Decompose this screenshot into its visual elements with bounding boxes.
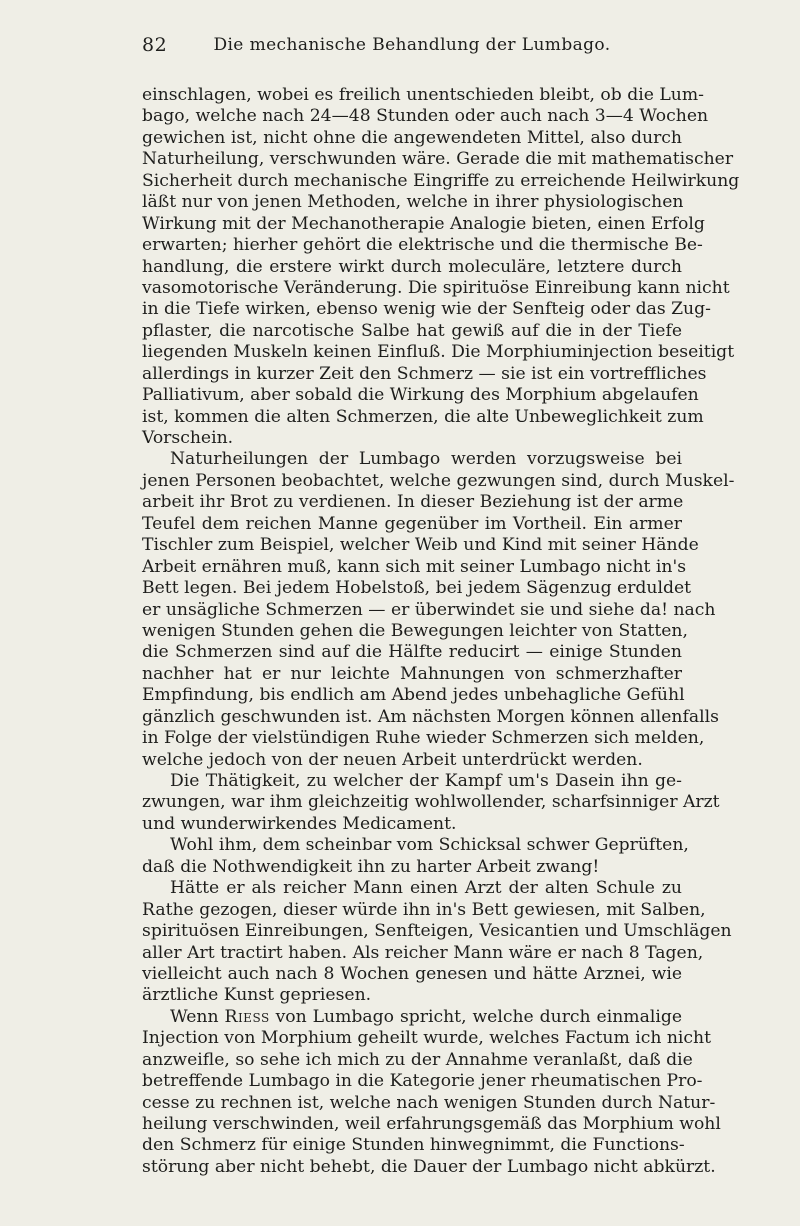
text-line: allerdings in kurzer Zeit den Schmerz — sie ist ein vortreffliches — [142, 363, 707, 384]
text-line: in die Tiefe wirken, ebenso wenig wie der Senfteig oder das Zug- — [142, 299, 711, 320]
text-line: welche jedoch von der neuen Arbeit unterdrückt werden. — [142, 749, 643, 770]
text-line: zwungen, war ihm gleichzeitig wohlwollender, scharfsinniger Arzt — [142, 792, 720, 813]
text-line: gänzlich geschwunden ist. Am nächsten Morgen können allenfalls — [142, 706, 719, 727]
text-line: ist, kommen die alten Schmerzen, die alte Unbeweglichkeit zum — [142, 406, 704, 427]
text-line: Wenn Riess von Lumbago spricht, welche durch einmalige — [170, 1006, 682, 1027]
text-line: vasomotorische Veränderung. Die spirituöse Einreibung kann nicht — [142, 277, 730, 298]
text-line: er unsägliche Schmerzen — er überwindet sie und siehe da! nach — [142, 599, 716, 620]
page-header — [142, 34, 682, 60]
text-line: handlung, die erstere wirkt durch moleculäre, letztere durch — [142, 256, 682, 277]
text-line: den Schmerz für einige Stunden hinwegnimmt, die Functions- — [142, 1135, 685, 1156]
text-line: ärztliche Kunst gepriesen. — [142, 985, 372, 1006]
text-line: vielleicht auch nach 8 Wochen genesen und hätte Arznei, wie — [142, 963, 682, 984]
text-line: Tischler zum Beispiel, welcher Weib und Kind mit seiner Hände — [142, 535, 699, 556]
text-line: cesse zu rechnen ist, welche nach wenigen Stunden durch Natur- — [142, 1092, 716, 1113]
text-line: Rathe gezogen, dieser würde ihn in's Bett gewiesen, mit Salben, — [142, 899, 706, 920]
text-line: und wunderwirkendes Medicament. — [142, 813, 457, 834]
running-title: Die mechanische Behandlung der Lumbago. — [213, 35, 611, 55]
body-text — [142, 85, 740, 1178]
text-line: Teufel dem reichen Manne gegenüber im Vortheil. Ein armer — [142, 513, 682, 534]
text-line: Vorschein. — [142, 428, 234, 448]
text-line: erwarten; hierher gehört die elektrische und die thermische Be- — [142, 235, 703, 256]
text-line: Wirkung mit der Mechanotherapie Analogie bieten, einen Erfolg — [142, 213, 705, 234]
text-line: Sicherheit durch mechanische Eingriffe zu erreichende Heilwirkung — [142, 170, 740, 191]
page-number: 82 — [142, 34, 168, 56]
text-line: Die Thätigkeit, zu welcher der Kampf um's Dasein ihn ge- — [170, 771, 682, 791]
text-line: läßt nur von jenen Methoden, welche in ihrer physiologischen — [142, 192, 684, 213]
text-line: Hätte er als reicher Mann einen Arzt der alten Schule zu — [170, 878, 682, 899]
text-line: betreffende Lumbago in die Kategorie jener rheumatischen Pro- — [142, 1071, 703, 1092]
text-line: bago, welche nach 24—48 Stunden oder auch nach 3—4 Wochen — [142, 106, 709, 127]
text-line: Naturheilungen der Lumbago werden vorzugsweise bei — [170, 449, 682, 470]
text-line: spirituösen Einreibungen, Senfteigen, Vesicantien und Umschlägen — [142, 921, 732, 942]
text-line: gewichen ist, nicht ohne die angewendeten Mittel, also durch — [142, 127, 682, 148]
text-line: jenen Personen beobachtet, welche gezwungen sind, durch Muskel- — [142, 470, 735, 491]
text-line: Arbeit ernähren muß, kann sich mit seiner Lumbago nicht in's — [142, 556, 687, 577]
text-line: wenigen Stunden gehen die Bewegungen leichter von Statten, — [142, 620, 688, 641]
text-line: aller Art tractirt haben. Als reicher Mann wäre er nach 8 Tagen, — [142, 942, 704, 963]
text-line: arbeit ihr Brot zu verdienen. In dieser Beziehung ist der arme — [142, 492, 684, 513]
text-line: einschlagen, wobei es freilich unentschieden bleibt, ob die Lum- — [142, 85, 704, 105]
text-line: daß die Nothwendigkeit ihn zu harter Arbeit zwang! — [142, 856, 600, 877]
text-line: nachher hat er nur leichte Mahnungen von schmerzhafter — [142, 663, 682, 684]
text-line: Injection von Morphium geheilt wurde, welches Factum ich nicht — [142, 1028, 712, 1049]
text-line: die Schmerzen sind auf die Hälfte reducirt — einige Stunden — [142, 642, 682, 663]
text-line: Naturheilung, verschwunden wäre. Gerade die mit mathematischer — [142, 149, 734, 170]
text-line: Bett legen. Bei jedem Hobelstoß, bei jedem Sägenzug erduldet — [142, 578, 692, 599]
text-line: Empfindung, bis endlich am Abend jedes unbehagliche Gefühl — [142, 685, 685, 706]
text-line: anzweifle, so sehe ich mich zu der Annahme veranlaßt, daß die — [142, 1049, 693, 1070]
text-line: pflaster, die narcotische Salbe hat gewiß auf die in der Tiefe — [142, 320, 682, 341]
text-line: liegenden Muskeln keinen Einfluß. Die Morphiuminjection beseitigt — [142, 342, 735, 363]
text-line: störung aber nicht behebt, die Dauer der Lumbago nicht abkürzt. — [142, 1156, 716, 1177]
text-line: Palliativum, aber sobald die Wirkung des Morphium abgelaufen — [142, 385, 699, 406]
text-line: Wohl ihm, dem scheinbar vom Schicksal schwer Geprüften, — [170, 835, 689, 856]
text-line: heilung verschwinden, weil erfahrungsgemäß das Morphium wohl — [142, 1114, 721, 1134]
author-name: Riess — [224, 1006, 270, 1027]
text-line: in Folge der vielstündigen Ruhe wieder Schmerzen sich melden, — [142, 728, 705, 749]
